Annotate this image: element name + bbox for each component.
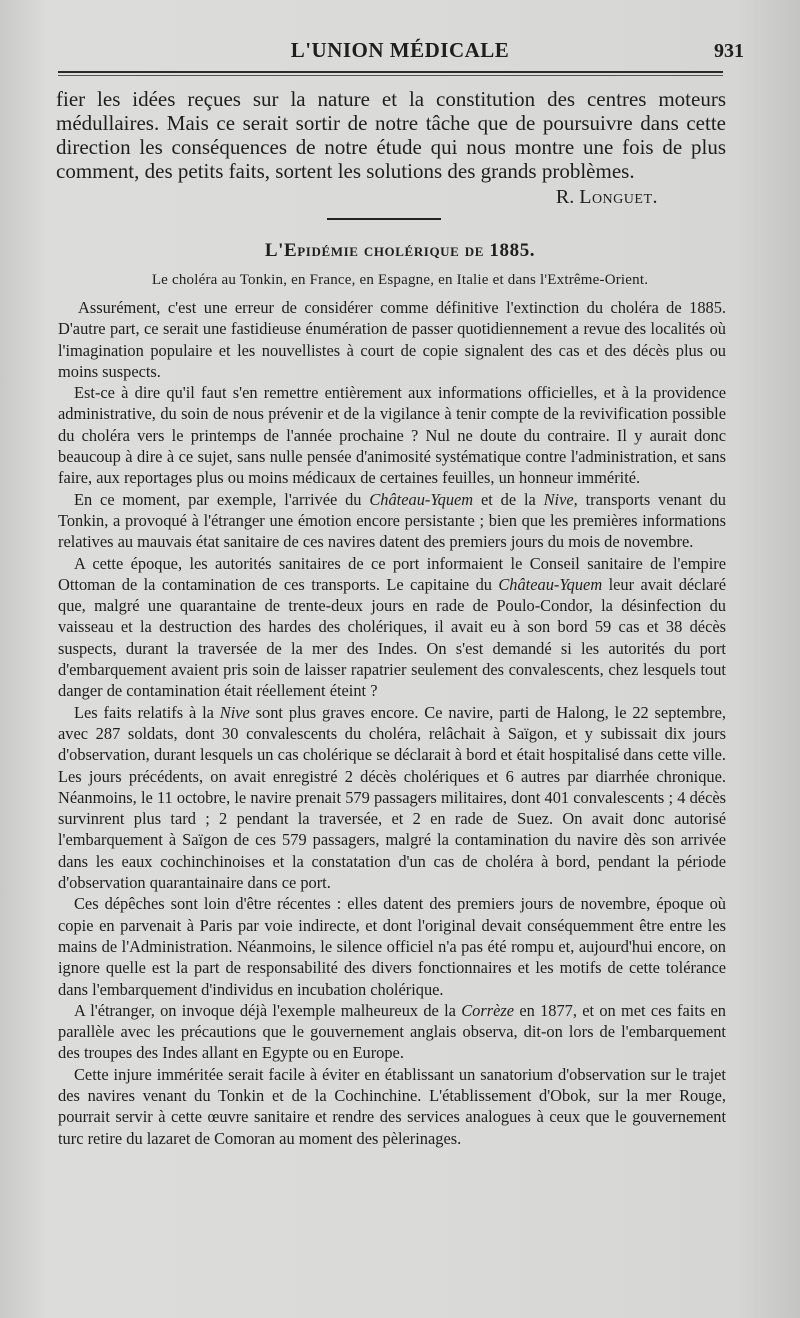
paragraph-4-part-a: A cette époque, les autorités sanitaires de ce port informaient le Conseil sanitaire de l'empire Ottoman de la contamination de ces transports. Le capitaine du bbox=[58, 553, 726, 594]
paragraph-2: Est-ce à dire qu'il faut s'en remettre entièrement aux informations officielles, et à la providence administrative, du soin de nous prévenir et de la vigilance à tenir compte de la revivification possible du choléra vers le printemps de l'année prochaine ? Nul ne doute du contraire. Il y aurait donc beaucoup à dire à ce sujet, sans nulle pensée d'animosité systématique contre l'administration, et sans faire, aux reportages plus ou moins médicaux de certaines feuilles, un honneur immérité. bbox=[58, 383, 726, 488]
paragraph-5-part-a: Les faits relatifs à la bbox=[74, 702, 220, 722]
ship-name-nive: Nive bbox=[219, 702, 250, 722]
paragraph-3-part-a: En ce moment, par exemple, l'arrivée du bbox=[74, 489, 370, 509]
ship-name-nive: Nive bbox=[543, 489, 574, 509]
signature-name: Longuet. bbox=[579, 186, 658, 208]
header-rule bbox=[58, 71, 723, 73]
intro-paragraph: fier les idées reçues sur la nature et la constitution des centres moteurs médullaires. Mais ce serait sortir de notre tâche que de poursuivre dans cette direction les conséquences de notre étude qui nous montre une fois de plus comment, des petits faits, sortent les solutions des grands problèmes. bbox=[56, 87, 726, 183]
article-body bbox=[58, 297, 726, 1149]
paragraph-3 bbox=[58, 489, 726, 553]
signature-initial: R. bbox=[555, 186, 575, 208]
ship-name-chateau-yquem: Château-Yquem bbox=[498, 574, 603, 594]
header-rule-thin bbox=[58, 75, 723, 76]
paragraph-8: Cette injure imméritée serait facile à éviter en établissant un sanatorium d'observation sur le trajet des navires venant du Tonkin et de la Cochinchine. L'établissement d'Obok, sur la mer Rouge, pourrait servir à cette œuvre sanitaire et rendre des services analogues à ceux que le gouvernement turc retire du lazaret de Comoran au moment des pèlerinages. bbox=[58, 1064, 726, 1148]
section-divider bbox=[327, 218, 441, 220]
ship-name-chateau-yquem: Château-Yquem bbox=[369, 489, 474, 509]
paragraph-7-part-b: en 1877, et on met ces faits en parallèle avec les précautions que le gouvernement anglais observa, dit-on lors de l'embarquement des troupes des Indes allant en Egypte ou en Europe. bbox=[58, 1000, 726, 1063]
running-header bbox=[0, 38, 800, 68]
paragraph-5 bbox=[58, 702, 726, 894]
paragraph-7 bbox=[58, 1000, 726, 1064]
paragraph-6: Ces dépêches sont loin d'être récentes : elles datent des premiers jours de novembre, époque où copie en parvenait à Paris par voie indirecte, et dont l'original devait conséquemment être entre les mains de l'Administration. Néanmoins, le silence officiel n'a pas été rompu et, aujourd'hui encore, on ignore quelle est la part de responsabilité des divers fonctionnaires et les motifs de cette tolérance dans l'embarquement d'individus en incubation cholérique. bbox=[58, 894, 726, 999]
paragraph-5-part-b: sont plus graves encore. Ce navire, parti de Halong, le 22 septembre, avec 287 soldats, dont 30 convalescents du choléra, relâchait à Saïgon, et y subissait dix jours d'observation, durant lesquels un cas cholérique se déclarait à bord et était hospitalisé dans cette ville. Les jours précédents, on avait enregistré 2 décès cholériques et 6 autres par diarrhée chronique. Néanmoins, le 11 octobre, le navire prenait 579 passagers militaires, dont 401 convalescents ; 4 décès survinrent plus tard ; 2 pendant la traversée, et 2 en rade de Suez. On avait donc autorisé l'embarquement à Saïgon de ces 579 passagers, malgré la contamination du navire dès son arrivée dans les eaux cochinchinoises et la constatation d'un cas de choléra à bord, pendant la période d'observation quarantainaire dans ce port. bbox=[58, 702, 727, 893]
ship-name-correze: Corrèze bbox=[461, 1000, 515, 1020]
paragraph-3-part-c: , transports venant du Tonkin, a provoqué à l'étranger une émotion encore persistante ; bien que les premières informations relatives au mauvais état sanitaire de ces navires datent des premiers jours du mois de novembre. bbox=[58, 489, 726, 552]
paragraph-4-part-b: leur avait déclaré que, malgré une quarantaine de trente-deux jours en rade de Poulo-Condor, la désinfection du vaisseau et la destruction des hardes des cholériques, il avait eu à son bord 59 cas et 38 décès suspects, durant la traversée de la mer des Indes. On s'est demandé si les autorités du port d'embarquement avaient pris soin de laisser rapatrier seulement des convalescents, chez lesquels tout danger de contamination était réellement éteint ? bbox=[58, 574, 727, 701]
paragraph-3-part-b: et de la bbox=[473, 489, 544, 509]
paragraph-1: Assurément, c'est une erreur de considérer comme définitive l'extinction du choléra de 1885. D'autre part, ce serait une fastidieuse énumération de passer quotidiennement a revue des localités où l'imagination populaire et les nouvellistes à court de copie signalent des cas et des décès plus ou moins suspects. bbox=[58, 298, 726, 381]
author-signature bbox=[556, 186, 658, 209]
previous-article-ending bbox=[56, 87, 726, 183]
section-subtitle: Le choléra au Tonkin, en France, en Espagne, en Italie et dans l'Extrême-Orient. bbox=[151, 272, 649, 288]
page-number: 931 bbox=[714, 40, 744, 62]
section-title: L'Epidémie cholérique de 1885. bbox=[264, 240, 536, 261]
journal-title: L'UNION MÉDICALE bbox=[290, 38, 510, 62]
paragraph-7-part-a: A l'étranger, on invoque déjà l'exemple malheureux de la bbox=[74, 1000, 462, 1020]
paragraph-4 bbox=[58, 553, 726, 702]
